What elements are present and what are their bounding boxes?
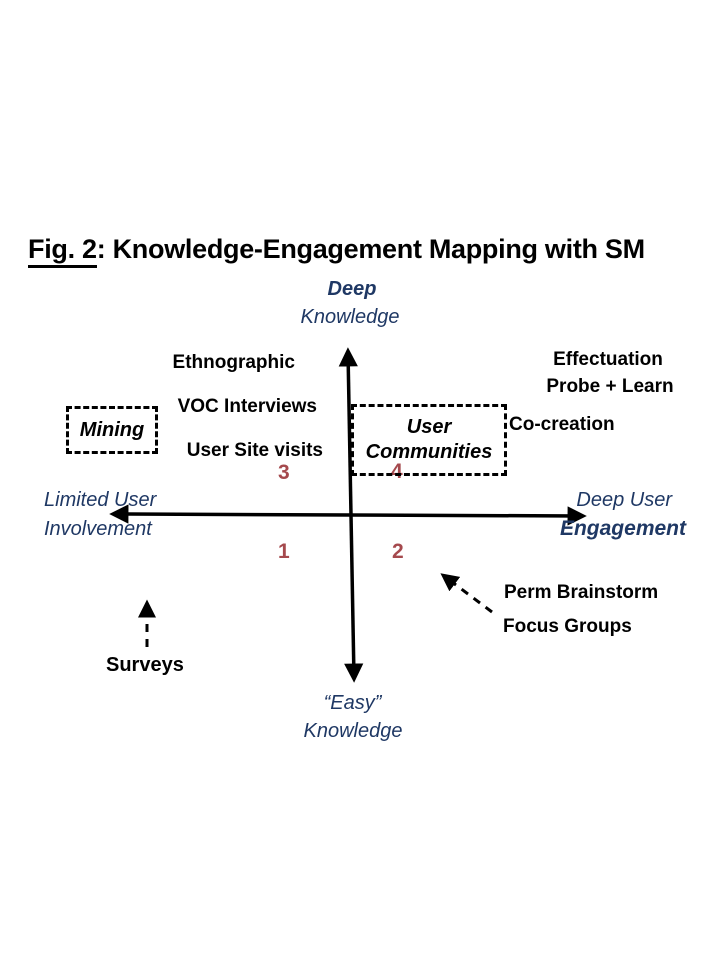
axis-label-right-line2: Engagement xyxy=(559,517,686,540)
method-perm-brainstorm: Perm Brainstorm xyxy=(504,582,659,603)
axis-label-top-line1: Deep xyxy=(327,278,377,300)
brainstorm-dashed-arrow xyxy=(444,576,492,612)
method-co-creation: Co-creation xyxy=(509,414,615,435)
quadrant-number-1: 1 xyxy=(278,540,290,563)
figure-number: Fig. 2 xyxy=(28,234,97,268)
quadrant-number-4: 4 xyxy=(391,460,403,483)
user-communities-label-line1: User xyxy=(406,416,452,438)
method-ethnographic: Ethnographic xyxy=(172,352,295,373)
method-user-site-visits: User Site visits xyxy=(186,440,323,461)
axis-label-right-line1: Deep User xyxy=(576,489,672,511)
axis-label-top-line2: Knowledge xyxy=(300,306,400,328)
mining-dashed-box xyxy=(66,406,158,454)
method-focus-groups: Focus Groups xyxy=(503,616,632,637)
quadrant-number-3: 3 xyxy=(278,461,290,484)
method-effectuation: Effectuation xyxy=(553,349,663,370)
figure-title xyxy=(28,234,696,265)
method-voc-interviews: VOC Interviews xyxy=(177,396,317,417)
quadrant-number-2: 2 xyxy=(392,540,404,563)
axis-label-left-line2: Involvement xyxy=(44,518,152,540)
mining-label: Mining xyxy=(79,418,145,441)
axis-label-left-line1: Limited User xyxy=(44,489,157,511)
axis-label-bottom-line1: “Easy” xyxy=(323,692,382,714)
user-communities-dashed-box xyxy=(351,404,507,476)
figure-title-text: : Knowledge-Engagement Mapping with SM xyxy=(96,234,645,264)
method-surveys: Surveys xyxy=(106,654,184,676)
horizontal-axis-arrow xyxy=(114,514,582,516)
axis-label-bottom-line2: Knowledge xyxy=(303,720,403,742)
method-probe-learn: Probe + Learn xyxy=(546,376,674,397)
user-communities-label-line2: Communities xyxy=(365,441,493,463)
